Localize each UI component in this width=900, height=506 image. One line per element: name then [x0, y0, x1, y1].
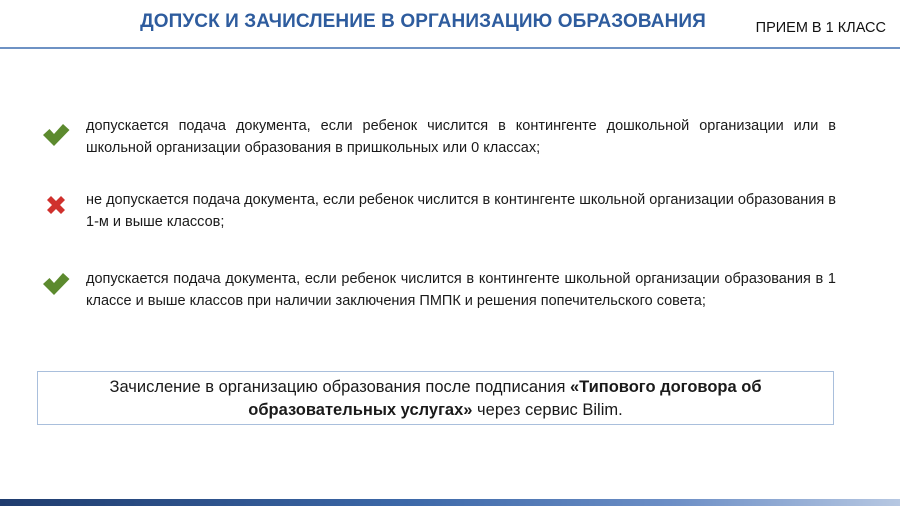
section-badge: ПРИЕМ В 1 КЛАСС	[755, 20, 886, 36]
list-item-text: допускается подача документа, если ребенок числится в контингенте дошкольной организации или в школьной организации образования в пришкольных или 0 классах;	[86, 118, 836, 156]
list-item-text: допускается подача документа, если ребенок числится в контингенте школьной организации образования в 1 классе и выше классов при наличии заключения ПМПК и решения попечительского совета;	[86, 271, 836, 309]
footer-bar	[0, 499, 900, 506]
cross-icon	[44, 193, 68, 217]
enrollment-note	[37, 371, 834, 425]
check-icon	[40, 119, 72, 151]
enrollment-note-text	[58, 376, 813, 422]
list-item-text: не допускается подача документа, если ребенок числится в контингенте школьной организации образования в 1-м и выше классов;	[86, 192, 836, 230]
check-icon	[40, 268, 72, 300]
page-title: ДОПУСК И ЗАЧИСЛЕНИЕ В ОРГАНИЗАЦИЮ ОБРАЗОВАНИЯ	[140, 11, 706, 32]
note-prefix: Зачисление в организацию образования после подписания	[109, 378, 570, 396]
note-bold: «Типового договора об образовательных услугах»	[248, 378, 762, 419]
note-suffix: через сервис Bilim.	[472, 401, 623, 419]
title-divider	[0, 47, 900, 49]
